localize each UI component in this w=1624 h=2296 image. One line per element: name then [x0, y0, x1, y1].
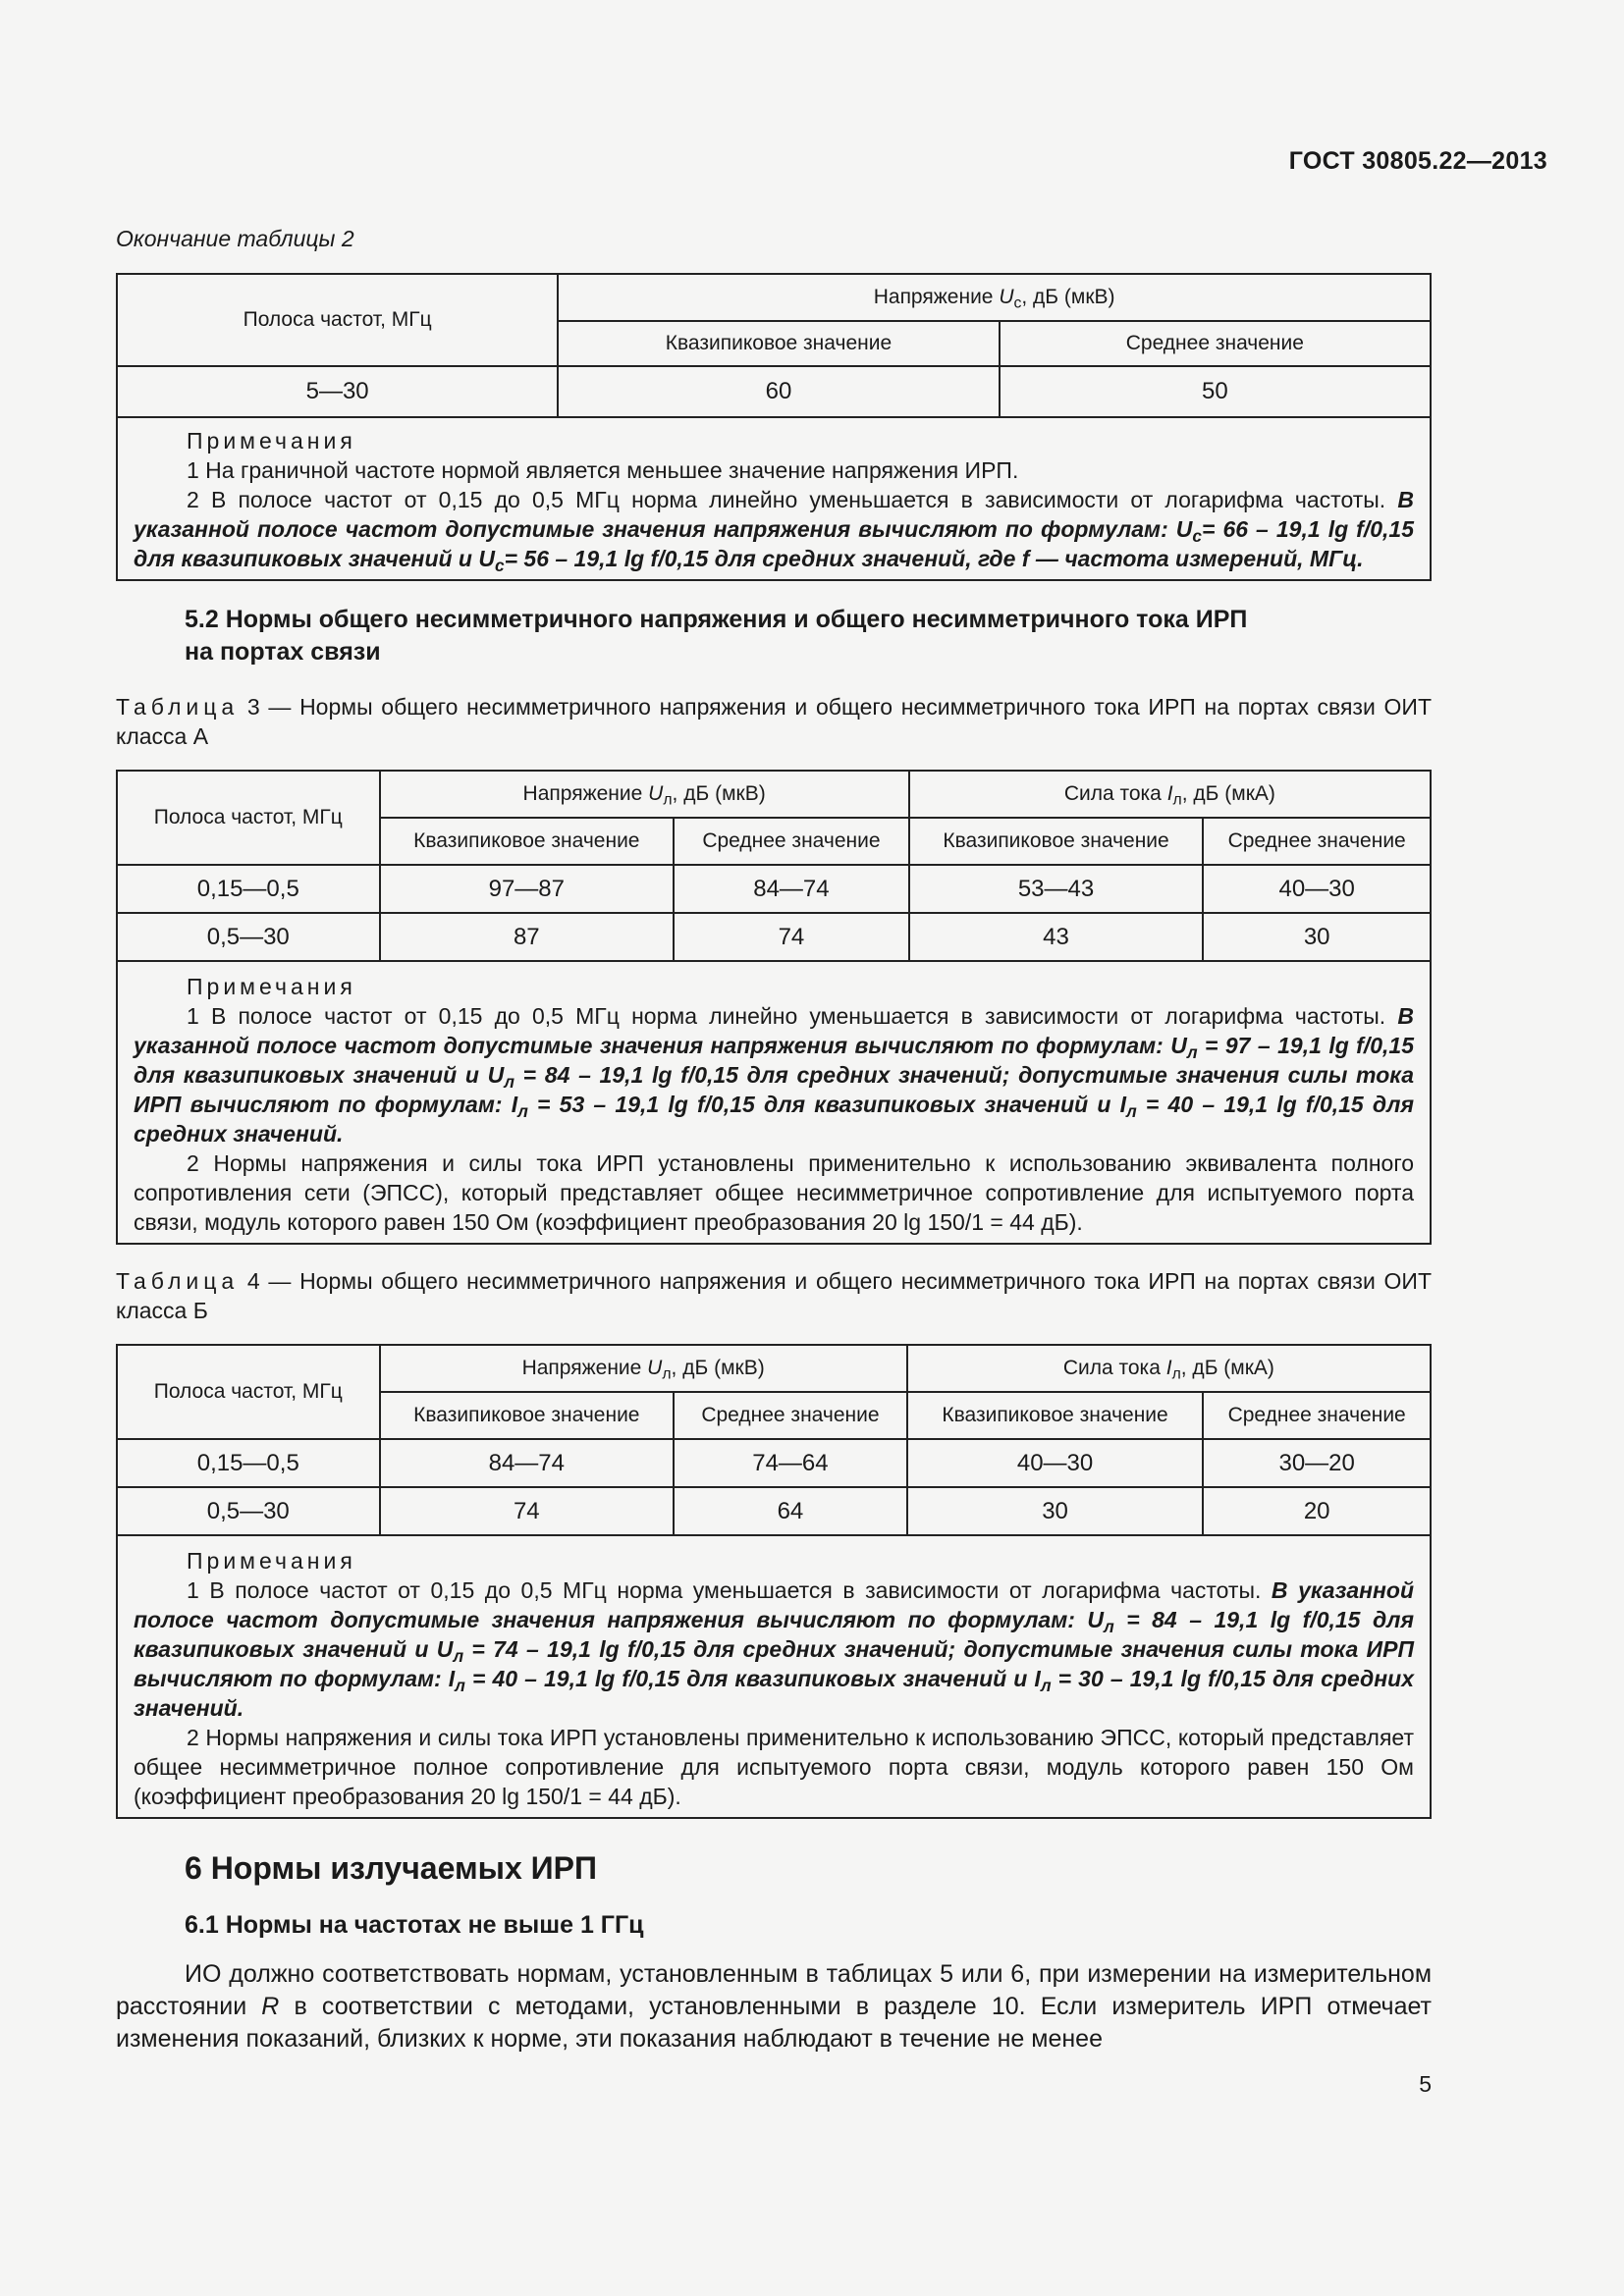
header-u-avg: Среднее значение	[674, 818, 909, 865]
table3	[116, 770, 1432, 962]
header-i-avg: Среднее значение	[1203, 818, 1431, 865]
header-voltage-group: Напряжение $U_л$, дБ (мкВ)	[380, 771, 909, 818]
header-current-group: Сила тока $I_л$, дБ (мкА)	[909, 771, 1431, 818]
cell-u-avg: 84—74	[674, 865, 909, 913]
header-avg: Среднее значение	[1000, 321, 1431, 366]
header-current-group: Сила тока $I_л$, дБ (мкА)	[907, 1345, 1431, 1392]
cell-band: 5—30	[117, 366, 558, 417]
table-row	[117, 1439, 1431, 1487]
note-2: 2 В полосе частот от 0,15 до 0,5 МГц норма линейно уменьшается в зависимости от логарифма частоты. В указанной полосе частот допустимые значения напряжения вычисляют по формулам: $U_с= 66 - 19,1$ lg f/0,15 для квазипиковых значений и $U_с= 56 - 19,1$ lg f/0,15 для средних значений, где f — частота измерений, МГц.	[134, 487, 1414, 576]
header-i-qp: Квазипиковое значение	[907, 1392, 1204, 1439]
header-voltage-group: Напряжение $U_л$, дБ (мкВ)	[380, 1345, 907, 1392]
note-2: 2 Нормы напряжения и силы тока ИРП установлены применительно к использованию эквивалента полного сопротивления сети (ЭПСС), который представляет общее несимметричное сопротивление для испытуемого порта связи, модуль которого равен 150 Ом (коэффициент преобразования 20 lg 150/1 = 44 дБ).	[134, 1150, 1414, 1235]
header-i-qp: Квазипиковое значение	[909, 818, 1204, 865]
table2-continuation-caption: Окончание таблицы 2	[116, 226, 354, 251]
cell-band: 0,5—30	[117, 913, 380, 961]
cell-u-qp: 84—74	[380, 1439, 675, 1487]
cell-u-qp: 97—87	[380, 865, 675, 913]
section-5-2-heading: 5.2 Нормы общего несимметричного напряжения и общего несимметричного тока ИРП на портах связи	[185, 606, 1248, 666]
document-code: ГОСТ 30805.22—2013	[1288, 147, 1547, 175]
cell-u-avg: 64	[674, 1487, 907, 1535]
table2-end	[116, 273, 1432, 418]
header-voltage-group: Напряжение $U_с$, дБ (мкВ)	[558, 274, 1431, 321]
cell-i-avg: 30	[1203, 913, 1431, 961]
cell-i-avg: 20	[1203, 1487, 1431, 1535]
note-1: 1 В полосе частот от 0,15 до 0,5 МГц норма линейно уменьшается в зависимости от логарифма частоты. В указанной полосе частот допустимые значения напряжения вычисляют по формулам: $U_л = 97 - 19,1$ lg f/0,15 для квазипиковых значений и $U_л = 84 - 19,1$ lg f/0,15 для средних значений; допустимые значения силы тока ИРП вычисляют по формулам: $I_л = 53 - 19,1$ lg f/0,15 для квазипиковых значений и $I_л = 40 - 19,1$ lg f/0,15 для средних значений.	[134, 1003, 1414, 1147]
cell-avg: 50	[1000, 366, 1431, 417]
table2-notes	[116, 416, 1432, 581]
notes-title: Примечания	[187, 1548, 356, 1574]
table4	[116, 1344, 1432, 1536]
cell-u-qp: 74	[380, 1487, 675, 1535]
header-band: Полоса частот, МГц	[117, 1345, 380, 1439]
cell-i-qp: 40—30	[907, 1439, 1204, 1487]
table-row	[117, 366, 1431, 417]
section-6-1-heading: 6.1 Нормы на частотах не выше 1 ГГц	[185, 1911, 644, 1939]
cell-u-qp: 87	[380, 913, 675, 961]
header-u-avg: Среднее значение	[674, 1392, 907, 1439]
table-row	[117, 1487, 1431, 1535]
header-band: Полоса частот, МГц	[117, 274, 558, 366]
section-6-heading: 6 Нормы излучаемых ИРП	[185, 1850, 597, 1886]
table-row	[117, 865, 1431, 913]
note-1: 1 На граничной частоте нормой является меньшее значение напряжения ИРП.	[187, 457, 1019, 483]
cell-i-avg: 40—30	[1203, 865, 1431, 913]
table-row	[117, 913, 1431, 961]
header-qp: Квазипиковое значение	[558, 321, 999, 366]
table3-notes	[116, 962, 1432, 1245]
cell-i-qp: 43	[909, 913, 1204, 961]
header-u-qp: Квазипиковое значение	[380, 818, 675, 865]
notes-title: Примечания	[187, 974, 356, 999]
section-6-1-paragraph: ИО должно соответствовать нормам, установленным в таблицах 5 или 6, при измерении на измерительном расстоянии R в соответствии с методами, установленными в разделе 10. Если измеритель ИРП отмечает изменения показаний, близких к норме, эти показания наблюдают в течение не менее	[116, 1960, 1432, 2053]
cell-i-qp: 30	[907, 1487, 1204, 1535]
header-u-qp: Квазипиковое значение	[380, 1392, 675, 1439]
table4-caption: Таблица 4 — Нормы общего несимметричного напряжения и общего несимметричного тока ИРП на портах связи ОИТ класса Б	[116, 1268, 1432, 1323]
cell-band: 0,5—30	[117, 1487, 380, 1535]
cell-u-avg: 74—64	[674, 1439, 907, 1487]
cell-qp: 60	[558, 366, 999, 417]
cell-i-qp: 53—43	[909, 865, 1204, 913]
table4-notes	[116, 1536, 1432, 1819]
notes-title: Примечания	[187, 428, 356, 454]
cell-band: 0,15—0,5	[117, 865, 380, 913]
note-2: 2 Нормы напряжения и силы тока ИРП установлены применительно к использованию ЭПСС, который представляет общее несимметричное полное сопротивление для испытуемого порта связи, модуль которого равен 150 Ом (коэффициент преобразования 20 lg 150/1 = 44 дБ).	[134, 1725, 1414, 1809]
cell-i-avg: 30—20	[1203, 1439, 1431, 1487]
header-band: Полоса частот, МГц	[117, 771, 380, 865]
table3-caption: Таблица 3 — Нормы общего несимметричного напряжения и общего несимметричного тока ИРП на портах связи ОИТ класса А	[116, 694, 1432, 749]
page-number: 5	[1419, 2071, 1432, 2097]
cell-band: 0,15—0,5	[117, 1439, 380, 1487]
header-i-avg: Среднее значение	[1203, 1392, 1431, 1439]
cell-u-avg: 74	[674, 913, 909, 961]
note-1: 1 В полосе частот от 0,15 до 0,5 МГц норма уменьшается в зависимости от логарифма частоты. В указанной полосе частот допустимые значения напряжения вычисляют по формулам: $U_л = 84 - 19,1$ lg f/0,15 для квазипиковых значений и $U_л = 74 - 19,1$ lg f/0,15 для средних значений; допустимые значения силы тока ИРП вычисляют по формулам: $I_л = 40 - 19,1$ lg f/0,15 для квазипиковых значений и $I_л = 30 - 19,1$ lg f/0,15 для средних значений.	[134, 1577, 1415, 1721]
